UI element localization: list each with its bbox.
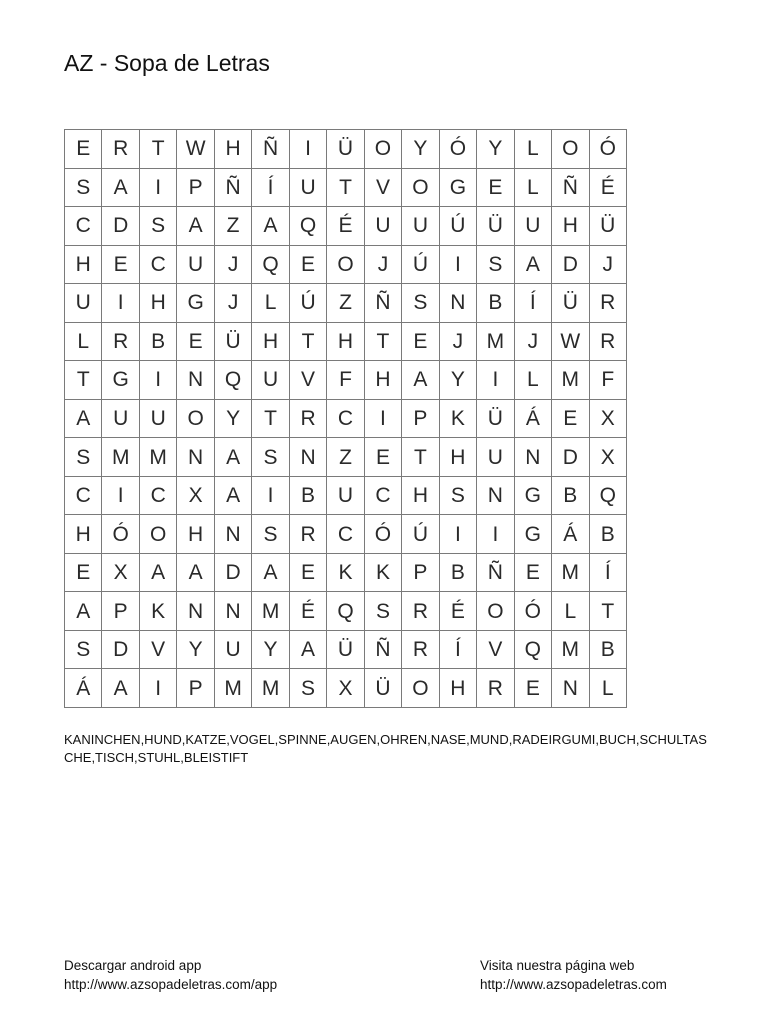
grid-cell: A: [65, 400, 102, 439]
grid-cell: L: [552, 592, 589, 631]
grid-cell: B: [590, 631, 627, 670]
grid-cell: Ü: [590, 207, 627, 246]
grid-cell: H: [252, 323, 289, 362]
grid-cell: K: [440, 400, 477, 439]
word-list: KANINCHEN,HUND,KATZE,VOGEL,SPINNE,AUGEN,OHREN,NASE,MUND,RADEIRGUMI,BUCH,SCHULTASCHE,TISCH,STUHL,BLEISTIFT: [64, 732, 707, 765]
grid-cell: L: [65, 323, 102, 362]
grid-cell: G: [177, 284, 214, 323]
grid-cell: U: [177, 246, 214, 285]
grid-cell: E: [290, 246, 327, 285]
grid-cell: T: [252, 400, 289, 439]
grid-cell: H: [65, 515, 102, 554]
grid-cell: S: [402, 284, 439, 323]
grid-cell: Q: [290, 207, 327, 246]
grid-cell: N: [552, 669, 589, 708]
grid-cell: É: [440, 592, 477, 631]
grid-cell: Ó: [515, 592, 552, 631]
grid-cell: B: [440, 554, 477, 593]
grid-cell: Q: [215, 361, 252, 400]
grid-cell: Í: [515, 284, 552, 323]
grid-cell: B: [590, 515, 627, 554]
grid-cell: E: [552, 400, 589, 439]
grid-cell: R: [290, 515, 327, 554]
grid-cell: E: [365, 438, 402, 477]
grid-cell: Ñ: [477, 554, 514, 593]
footer-android-label: Descargar android app: [64, 958, 202, 973]
footer-website-link[interactable]: http://www.azsopadeletras.com: [480, 977, 667, 992]
grid-cell: E: [515, 669, 552, 708]
grid-cell: S: [65, 169, 102, 208]
grid-cell: V: [290, 361, 327, 400]
grid-cell: R: [102, 130, 139, 169]
grid-cell: H: [65, 246, 102, 285]
grid-cell: Á: [65, 669, 102, 708]
grid-cell: M: [477, 323, 514, 362]
grid-cell: X: [327, 669, 364, 708]
grid-cell: T: [327, 169, 364, 208]
grid-cell: Ü: [215, 323, 252, 362]
grid-cell: T: [290, 323, 327, 362]
grid-cell: O: [402, 669, 439, 708]
grid-cell: C: [65, 477, 102, 516]
grid-cell: Z: [327, 284, 364, 323]
grid-cell: R: [290, 400, 327, 439]
grid-cell: N: [177, 361, 214, 400]
grid-cell: H: [440, 669, 477, 708]
grid-cell: T: [65, 361, 102, 400]
grid-cell: J: [365, 246, 402, 285]
grid-cell: N: [477, 477, 514, 516]
grid-cell: O: [477, 592, 514, 631]
grid-cell: I: [102, 477, 139, 516]
grid-cell: J: [590, 246, 627, 285]
grid-cell: É: [590, 169, 627, 208]
grid-cell: M: [140, 438, 177, 477]
grid-cell: E: [402, 323, 439, 362]
grid-cell: Ñ: [252, 130, 289, 169]
grid-cell: B: [140, 323, 177, 362]
grid-cell: Ú: [402, 515, 439, 554]
grid-cell: Y: [177, 631, 214, 670]
grid-cell: T: [402, 438, 439, 477]
grid-cell: A: [177, 207, 214, 246]
grid-cell: Ñ: [365, 631, 402, 670]
grid-cell: C: [327, 515, 364, 554]
grid-cell: D: [215, 554, 252, 593]
grid-cell: X: [590, 400, 627, 439]
grid-cell: V: [140, 631, 177, 670]
grid-cell: H: [440, 438, 477, 477]
grid-cell: Á: [552, 515, 589, 554]
grid-cell: Á: [515, 400, 552, 439]
grid-cell: U: [140, 400, 177, 439]
grid-cell: Y: [252, 631, 289, 670]
grid-cell: M: [252, 669, 289, 708]
grid-cell: N: [177, 438, 214, 477]
grid-cell: É: [327, 207, 364, 246]
grid-cell: I: [252, 477, 289, 516]
grid-cell: Y: [477, 130, 514, 169]
grid-cell: D: [102, 207, 139, 246]
grid-cell: A: [252, 207, 289, 246]
grid-cell: I: [102, 284, 139, 323]
grid-cell: O: [402, 169, 439, 208]
grid-cell: R: [590, 323, 627, 362]
grid-cell: S: [440, 477, 477, 516]
grid-cell: Ñ: [215, 169, 252, 208]
grid-cell: A: [515, 246, 552, 285]
grid-cell: S: [365, 592, 402, 631]
grid-cell: R: [402, 631, 439, 670]
grid-cell: P: [177, 669, 214, 708]
grid-cell: S: [252, 515, 289, 554]
grid-cell: H: [552, 207, 589, 246]
grid-cell: Ú: [440, 207, 477, 246]
grid-cell: U: [290, 169, 327, 208]
grid-cell: I: [477, 515, 514, 554]
grid-cell: K: [327, 554, 364, 593]
grid-cell: J: [440, 323, 477, 362]
grid-cell: A: [215, 438, 252, 477]
grid-cell: U: [252, 361, 289, 400]
grid-cell: U: [65, 284, 102, 323]
grid-cell: L: [252, 284, 289, 323]
grid-cell: O: [177, 400, 214, 439]
grid-cell: I: [440, 246, 477, 285]
grid-cell: T: [590, 592, 627, 631]
grid-cell: R: [402, 592, 439, 631]
grid-cell: M: [215, 669, 252, 708]
grid-cell: I: [365, 400, 402, 439]
grid-cell: I: [140, 361, 177, 400]
grid-cell: A: [402, 361, 439, 400]
grid-cell: L: [515, 361, 552, 400]
grid-cell: U: [215, 631, 252, 670]
grid-cell: Ó: [102, 515, 139, 554]
grid-cell: J: [215, 246, 252, 285]
grid-cell: P: [102, 592, 139, 631]
grid-cell: I: [140, 669, 177, 708]
grid-cell: N: [515, 438, 552, 477]
letter-grid: [64, 129, 627, 708]
grid-cell: J: [515, 323, 552, 362]
grid-cell: A: [177, 554, 214, 593]
grid-cell: Í: [440, 631, 477, 670]
grid-cell: S: [477, 246, 514, 285]
grid-cell: I: [477, 361, 514, 400]
footer-android-app: [64, 956, 277, 994]
grid-cell: Ü: [327, 631, 364, 670]
grid-cell: Z: [215, 207, 252, 246]
grid-cell: Ó: [365, 515, 402, 554]
grid-cell: U: [402, 207, 439, 246]
grid-cell: U: [365, 207, 402, 246]
grid-cell: Ü: [477, 400, 514, 439]
grid-cell: G: [102, 361, 139, 400]
grid-cell: U: [327, 477, 364, 516]
grid-cell: K: [365, 554, 402, 593]
grid-cell: R: [102, 323, 139, 362]
grid-cell: M: [252, 592, 289, 631]
grid-cell: C: [327, 400, 364, 439]
grid-cell: Ú: [402, 246, 439, 285]
grid-cell: R: [477, 669, 514, 708]
grid-cell: W: [552, 323, 589, 362]
grid-cell: X: [177, 477, 214, 516]
grid-cell: H: [140, 284, 177, 323]
grid-cell: F: [327, 361, 364, 400]
grid-cell: V: [365, 169, 402, 208]
grid-cell: Ü: [327, 130, 364, 169]
grid-cell: N: [215, 515, 252, 554]
grid-cell: Y: [440, 361, 477, 400]
grid-cell: A: [290, 631, 327, 670]
grid-cell: R: [590, 284, 627, 323]
grid-cell: S: [65, 438, 102, 477]
grid-cell: F: [590, 361, 627, 400]
grid-cell: Í: [590, 554, 627, 593]
footer-android-link[interactable]: http://www.azsopadeletras.com/app: [64, 977, 278, 992]
grid-cell: A: [65, 592, 102, 631]
grid-cell: I: [290, 130, 327, 169]
grid-cell: Y: [215, 400, 252, 439]
grid-cell: S: [140, 207, 177, 246]
grid-cell: Í: [252, 169, 289, 208]
grid-cell: G: [515, 515, 552, 554]
grid-cell: Q: [252, 246, 289, 285]
grid-cell: Ó: [590, 130, 627, 169]
grid-cell: Ü: [477, 207, 514, 246]
grid-cell: V: [477, 631, 514, 670]
grid-cell: Q: [590, 477, 627, 516]
grid-cell: Q: [327, 592, 364, 631]
grid-cell: M: [552, 361, 589, 400]
grid-cell: E: [290, 554, 327, 593]
grid-cell: P: [177, 169, 214, 208]
page-title: AZ - Sopa de Letras: [64, 50, 270, 76]
grid-cell: N: [440, 284, 477, 323]
grid-cell: U: [477, 438, 514, 477]
grid-cell: Q: [515, 631, 552, 670]
grid-cell: E: [477, 169, 514, 208]
footer-website: [480, 956, 667, 994]
grid-cell: Ú: [290, 284, 327, 323]
grid-cell: Y: [402, 130, 439, 169]
grid-cell: T: [365, 323, 402, 362]
grid-cell: D: [552, 438, 589, 477]
grid-cell: P: [402, 400, 439, 439]
grid-cell: Ñ: [365, 284, 402, 323]
grid-cell: B: [552, 477, 589, 516]
grid-cell: L: [590, 669, 627, 708]
grid-cell: M: [102, 438, 139, 477]
grid-cell: C: [140, 477, 177, 516]
grid-cell: H: [215, 130, 252, 169]
grid-cell: M: [552, 631, 589, 670]
grid-cell: P: [402, 554, 439, 593]
grid-cell: H: [177, 515, 214, 554]
grid-cell: A: [215, 477, 252, 516]
grid-cell: N: [290, 438, 327, 477]
grid-cell: Z: [327, 438, 364, 477]
grid-cell: U: [102, 400, 139, 439]
grid-cell: G: [515, 477, 552, 516]
grid-cell: Ñ: [552, 169, 589, 208]
grid-cell: H: [365, 361, 402, 400]
grid-cell: E: [65, 554, 102, 593]
grid-cell: N: [177, 592, 214, 631]
grid-cell: E: [65, 130, 102, 169]
footer-website-label: Visita nuestra página web: [480, 958, 635, 973]
grid-cell: A: [102, 669, 139, 708]
grid-cell: W: [177, 130, 214, 169]
grid-cell: U: [515, 207, 552, 246]
grid-cell: S: [290, 669, 327, 708]
grid-cell: E: [102, 246, 139, 285]
grid-cell: L: [515, 169, 552, 208]
grid-cell: A: [102, 169, 139, 208]
grid-cell: É: [290, 592, 327, 631]
grid-cell: T: [140, 130, 177, 169]
grid-cell: N: [215, 592, 252, 631]
grid-cell: J: [215, 284, 252, 323]
grid-cell: O: [552, 130, 589, 169]
grid-cell: C: [140, 246, 177, 285]
grid-cell: E: [177, 323, 214, 362]
grid-cell: H: [327, 323, 364, 362]
grid-cell: G: [440, 169, 477, 208]
grid-cell: E: [515, 554, 552, 593]
grid-cell: D: [102, 631, 139, 670]
grid-cell: X: [590, 438, 627, 477]
grid-cell: A: [252, 554, 289, 593]
grid-cell: O: [140, 515, 177, 554]
grid-cell: K: [140, 592, 177, 631]
grid-cell: B: [477, 284, 514, 323]
grid-cell: C: [365, 477, 402, 516]
grid-cell: Ü: [552, 284, 589, 323]
grid-cell: I: [140, 169, 177, 208]
grid-cell: L: [515, 130, 552, 169]
grid-cell: Ó: [440, 130, 477, 169]
grid-cell: C: [65, 207, 102, 246]
grid-cell: X: [102, 554, 139, 593]
grid-cell: O: [327, 246, 364, 285]
grid-cell: H: [402, 477, 439, 516]
grid-cell: D: [552, 246, 589, 285]
grid-cell: S: [65, 631, 102, 670]
grid-cell: Ü: [365, 669, 402, 708]
grid-cell: A: [140, 554, 177, 593]
grid-cell: B: [290, 477, 327, 516]
grid-cell: S: [252, 438, 289, 477]
grid-cell: O: [365, 130, 402, 169]
grid-cell: I: [440, 515, 477, 554]
grid-cell: M: [552, 554, 589, 593]
